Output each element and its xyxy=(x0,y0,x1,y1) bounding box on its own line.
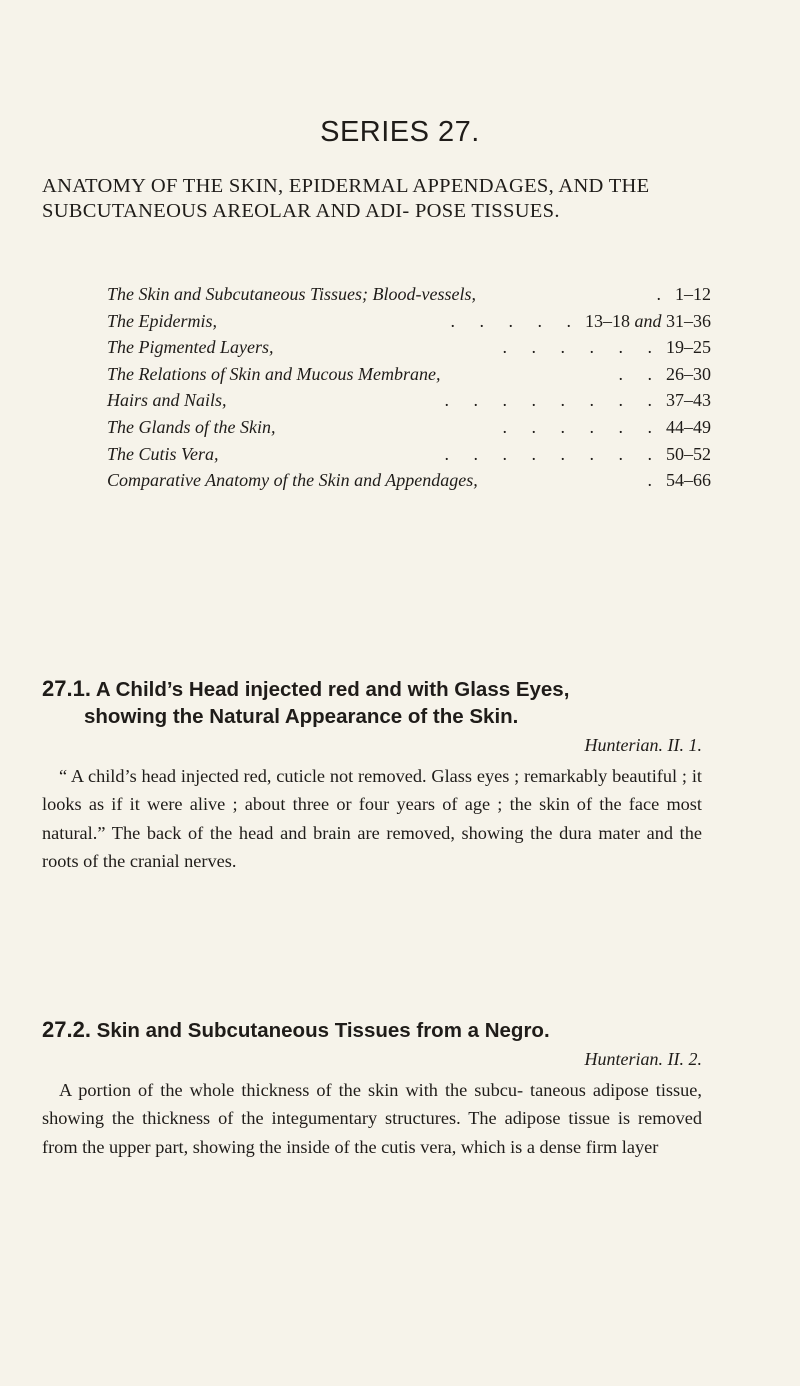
contents-entry-pages: 37–43 xyxy=(666,390,711,411)
specimen-entry xyxy=(42,675,702,875)
leader-dots: . . . . . xyxy=(450,310,581,331)
contents-entry-title: The Relations of Skin and Mucous Membrane, xyxy=(107,363,441,384)
contents-entry-pages: 44–49 xyxy=(666,416,711,437)
specimen-source: Hunterian. II. 2. xyxy=(584,1049,702,1069)
contents-entry xyxy=(107,361,711,388)
contents-entry-title: The Epidermis, xyxy=(107,310,217,331)
specimen-source: Hunterian. II. 1. xyxy=(584,735,702,755)
specimen-number: 27.1. xyxy=(42,676,91,701)
contents-entry-pages-join: and xyxy=(634,310,662,331)
contents-entry-pages: 54–66 xyxy=(666,470,711,491)
contents-entry-pages: 19–25 xyxy=(666,337,711,358)
contents-entry xyxy=(107,414,711,441)
leader-dots: . . . . . . . . xyxy=(444,390,662,411)
contents-entry-pages-first: 13–18 xyxy=(585,310,630,331)
contents-entry xyxy=(107,441,711,468)
specimen-heading-line2: showing the Natural Appearance of the Skin. xyxy=(84,705,519,728)
contents-entry-title: Comparative Anatomy of the Skin and Appendages, xyxy=(107,470,478,491)
contents-entry-title: Hairs and Nails, xyxy=(107,390,227,411)
specimen-heading xyxy=(42,1016,702,1044)
contents-entry-title: The Glands of the Skin, xyxy=(107,416,276,437)
leader-dots: . xyxy=(647,470,662,491)
leader-dots: . . . . . . . . xyxy=(444,443,662,464)
specimen-heading xyxy=(42,675,702,730)
series-subtitle: ANATOMY OF THE SKIN, EPIDERMAL APPENDAGES, AND THE SUBCUTANEOUS AREOLAR AND ADI- POSE TISSUES. xyxy=(42,175,650,222)
contents-entry-title: The Cutis Vera, xyxy=(107,443,219,464)
contents-entry-pages: 1–12 xyxy=(675,284,711,304)
contents-entry xyxy=(107,308,711,335)
specimen-heading-line1: Skin and Subcutaneous Tissues from a Negro. xyxy=(96,1019,550,1042)
contents-entry-pages-extra: 31–36 xyxy=(666,310,711,331)
series-title: SERIES 27. xyxy=(320,116,480,148)
contents-entry-title: The Skin and Subcutaneous Tissues; Blood-vessels, xyxy=(107,284,476,304)
contents-entry-title: The Pigmented Layers, xyxy=(107,337,274,358)
specimen-entry xyxy=(42,1016,702,1161)
specimen-number: 27.2. xyxy=(42,1017,91,1042)
contents-entry xyxy=(107,281,711,308)
contents-entry-pages: 26–30 xyxy=(666,363,711,384)
contents-entry-pages: 50–52 xyxy=(666,443,711,464)
specimen-description: “ A child’s head injected red, cuticle not removed. Glass eyes ; remarkably beautiful ; it looks as if it were alive ; about three or four years of age ; the skin of the face most natural.” The back of the head and brain are removed, showing the dura mater and the roots of the cranial nerves. xyxy=(42,766,702,871)
contents-list xyxy=(107,281,711,494)
leader-dots: . . . . . . xyxy=(502,416,662,437)
contents-entry xyxy=(107,387,711,414)
contents-entry xyxy=(107,467,711,494)
contents-entry xyxy=(107,334,711,361)
contents-entry-pages xyxy=(585,308,711,335)
leader-dots: . . . . . . xyxy=(502,337,662,358)
leader-dots: . xyxy=(656,284,671,304)
specimen-description: A portion of the whole thickness of the skin with the subcu- taneous adipose tissue, showing the thickness of the integumentary structures. The adipose tissue is removed from the upper part, showing the inside of the cutis vera, which is a dense firm layer xyxy=(42,1080,702,1157)
leader-dots: . . xyxy=(618,363,662,384)
specimen-heading-line1: A Child’s Head injected red and with Glass Eyes, xyxy=(95,678,570,701)
